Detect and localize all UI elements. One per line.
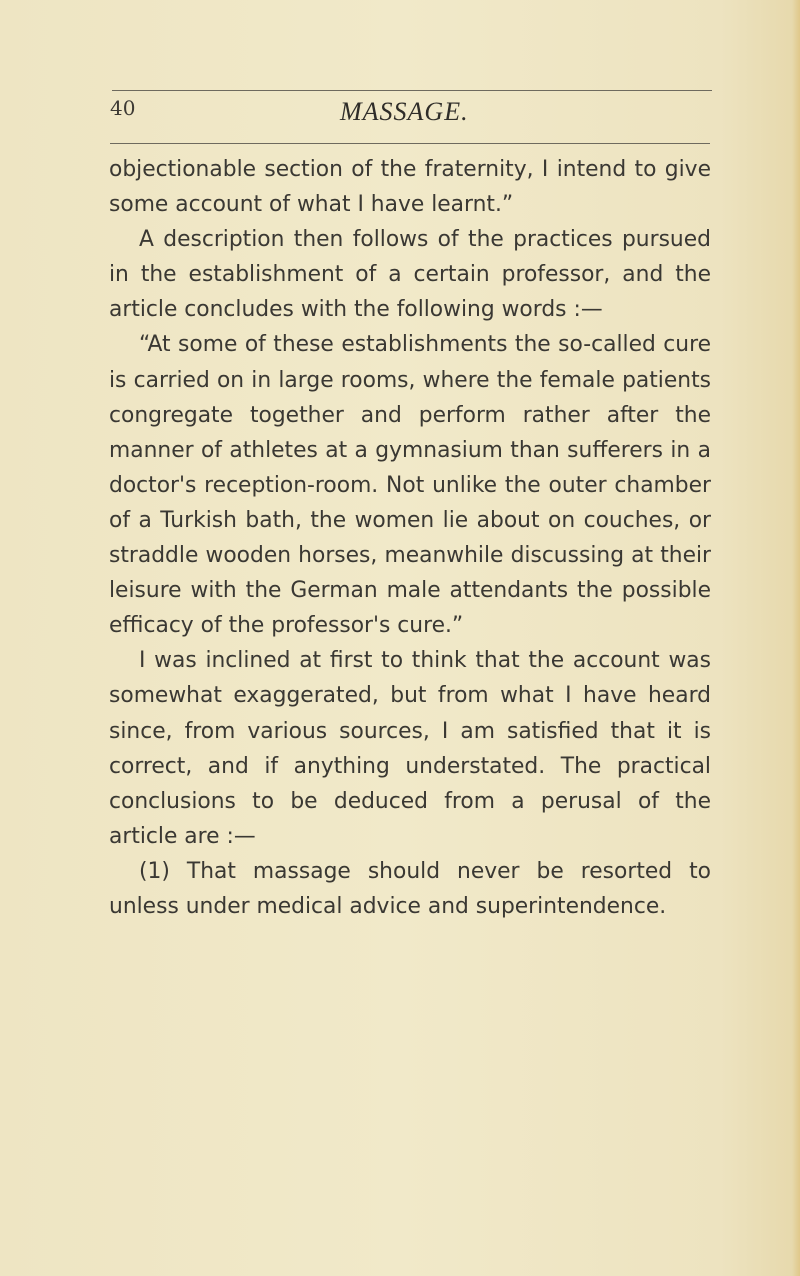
page-number: 40: [110, 96, 136, 120]
paragraph: I was inclined at first to think that the account was somewhat exaggerated, but from what I have heard since, from various sources, I am satisfied that it is correct, and if anything understated. The practical conclusions to be deduced from a perusal of the article are :—: [109, 648, 711, 849]
paragraph-conclusion-1: (1) That massage should never be resorted to unless under medical advice and superintendence.: [109, 858, 711, 919]
body-text: [109, 152, 711, 924]
page-edge: [792, 0, 800, 1276]
paragraph-continued: objectionable section of the fraternity, I intend to give some account of what I have learnt.”: [109, 157, 711, 218]
header-rule-bottom: [110, 143, 710, 144]
paragraph: A description then follows of the practices pursued in the establishment of a certain professor, and the article concludes with the following words :—: [109, 227, 711, 323]
running-title: MASSAGE.: [340, 97, 469, 126]
header-rule-top: [112, 90, 712, 91]
paragraph-quotation: “At some of these establishments the so-called cure is carried on in large rooms, where the female patients congregate together and perform rather after the manner of athletes at a gymnasium than sufferers in a doctor's reception-room. Not unlike the outer chamber of a Turkish bath, the women lie about on couches, or straddle wooden horses, meanwhile discussing at their leisure with the German male attendants the possible efficacy of the professor's cure.”: [109, 332, 711, 639]
